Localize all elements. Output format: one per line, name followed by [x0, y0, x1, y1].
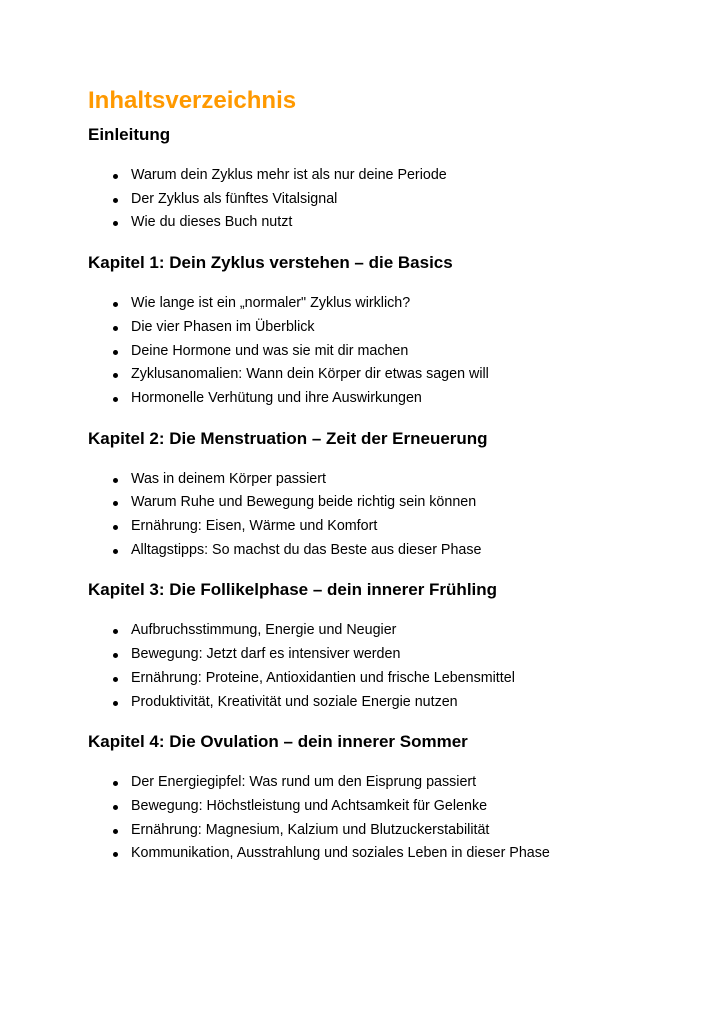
list-item: Hormonelle Verhütung und ihre Auswirkungen [88, 387, 685, 411]
list-item: Produktivität, Kreativität und soziale Energie nutzen [88, 691, 685, 715]
list-item: Aufbruchsstimmung, Energie und Neugier [88, 619, 685, 643]
section-heading: Kapitel 4: Die Ovulation – dein innerer Sommer [88, 732, 468, 752]
toc-section [88, 123, 685, 235]
page-title: Inhaltsverzeichnis [88, 87, 297, 114]
list-item: Der Zyklus als fünftes Vitalsignal [88, 188, 685, 212]
section-heading: Einleitung [88, 125, 171, 144]
toc-section [88, 578, 685, 714]
bullet-list [88, 164, 685, 235]
list-item: Deine Hormone und was sie mit dir machen [88, 340, 685, 364]
list-item: Wie du dieses Buch nutzt [88, 211, 685, 235]
list-item: Bewegung: Jetzt darf es intensiver werden [88, 643, 685, 667]
bullet-list [88, 292, 685, 411]
toc-section [88, 427, 685, 563]
list-item: Was in deinem Körper passiert [88, 468, 685, 492]
list-item: Wie lange ist ein „normaler" Zyklus wirklich? [88, 292, 685, 316]
list-item: Warum Ruhe und Bewegung beide richtig sein können [88, 491, 685, 515]
list-item: Ernährung: Magnesium, Kalzium und Blutzuckerstabilität [88, 819, 685, 843]
bullet-list [88, 468, 685, 563]
list-item: Alltagstipps: So machst du das Beste aus dieser Phase [88, 539, 685, 563]
list-item: Warum dein Zyklus mehr ist als nur deine Periode [88, 164, 685, 188]
list-item: Ernährung: Eisen, Wärme und Komfort [88, 515, 685, 539]
section-heading: Kapitel 2: Die Menstruation – Zeit der Erneuerung [88, 428, 488, 448]
toc-section [88, 251, 685, 411]
table-of-contents [88, 86, 685, 866]
list-item: Der Energiegipfel: Was rund um den Eisprung passiert [88, 771, 685, 795]
bullet-list [88, 619, 685, 714]
toc-section [88, 730, 685, 866]
section-heading: Kapitel 3: Die Follikelphase – dein innerer Frühling [88, 580, 498, 600]
section-heading: Kapitel 1: Dein Zyklus verstehen – die Basics [88, 253, 453, 273]
list-item: Kommunikation, Ausstrahlung und soziales Leben in dieser Phase [88, 842, 685, 866]
list-item: Bewegung: Höchstleistung und Achtsamkeit für Gelenke [88, 795, 685, 819]
bullet-list [88, 771, 685, 866]
list-item: Ernährung: Proteine, Antioxidantien und frische Lebensmittel [88, 667, 685, 691]
list-item: Zyklusanomalien: Wann dein Körper dir etwas sagen will [88, 363, 685, 387]
list-item: Die vier Phasen im Überblick [88, 316, 685, 340]
